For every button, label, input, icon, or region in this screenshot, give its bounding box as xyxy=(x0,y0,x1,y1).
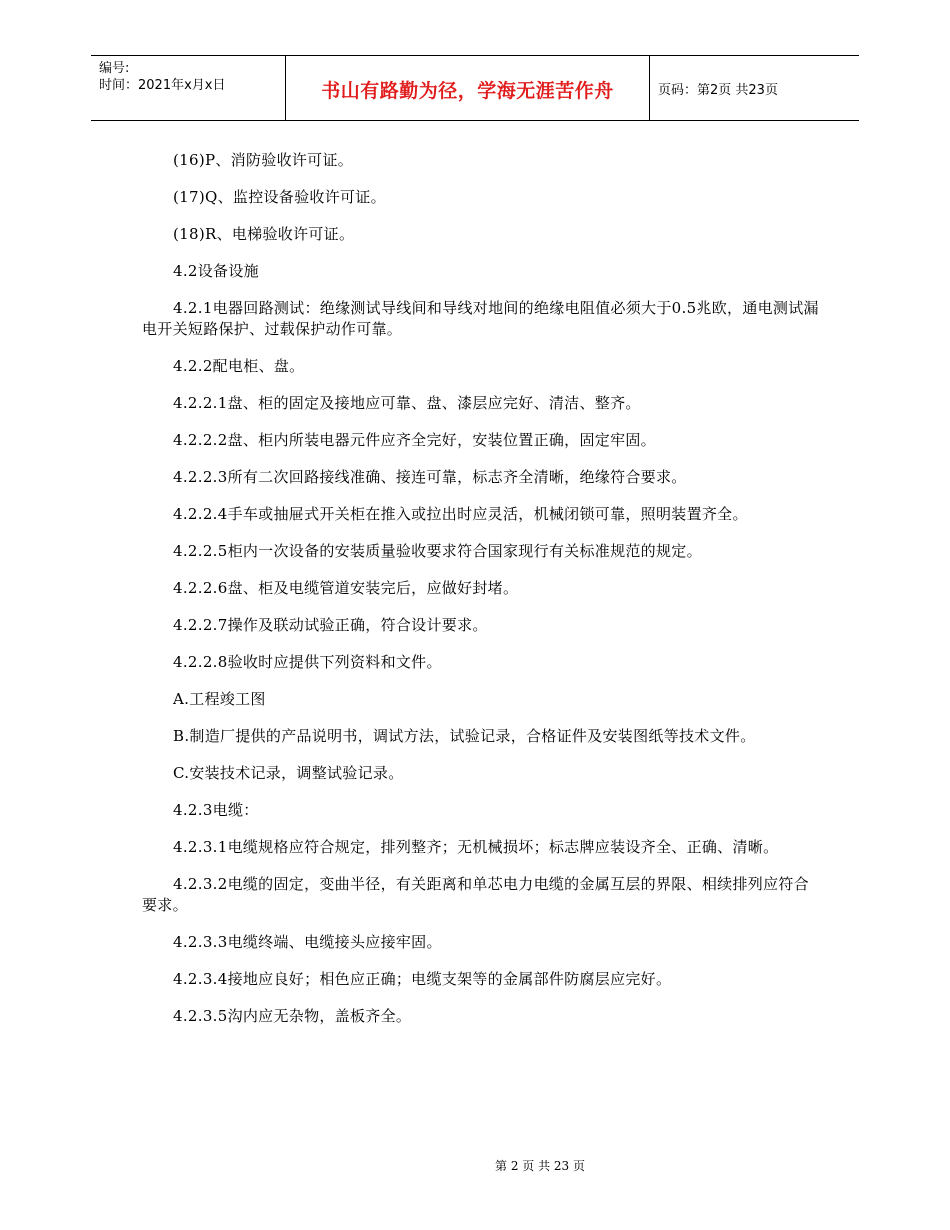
paragraph-4-2-3-3: 4.2.3.3电缆终端、电缆接头应接牢固。 xyxy=(173,933,442,951)
header-meta xyxy=(99,60,289,94)
paragraph-16: (16)P、消防验收许可证。 xyxy=(173,151,354,169)
paragraph-18: (18)R、电梯验收许可证。 xyxy=(173,225,355,243)
paragraph-4-2-2-6: 4.2.2.6盘、柜及电缆管道安装完后，应做好封堵。 xyxy=(173,579,519,597)
paragraph-4-2-2-7: 4.2.2.7操作及联动试验正确，符合设计要求。 xyxy=(173,616,488,634)
paragraph-4-2-3: 4.2.3电缆： xyxy=(173,801,259,819)
list-item-c: C.安装技术记录，调整试验记录。 xyxy=(173,764,404,782)
paragraph-17: (17)Q、监控设备验收许可证。 xyxy=(173,188,386,206)
paragraph-4-2-2-3: 4.2.2.3所有二次回路接线准确、接连可靠，标志齐全清晰，绝缘符合要求。 xyxy=(173,468,687,486)
paragraph-4-2-3-5: 4.2.3.5沟内应无杂物，盖板齐全。 xyxy=(173,1007,412,1025)
paragraph-4-2-2-4: 4.2.2.4手车或抽屉式开关柜在推入或拉出时应灵活，机械闭锁可靠，照明装置齐全。 xyxy=(173,505,748,523)
paragraph-4-2-3-2: 4.2.3.2电缆的固定，变曲半径，有关距离和单芯电力电缆的金属互层的界限、相续排列应符合要求。 xyxy=(142,875,809,914)
header-divider-right xyxy=(649,56,650,120)
paragraph-4-2-3-4: 4.2.3.4接地应良好；相色应正确；电缆支架等的金属部件防腐层应完好。 xyxy=(173,970,672,988)
paragraph-4-2-2-8: 4.2.2.8验收时应提供下列资料和文件。 xyxy=(173,653,442,671)
section-heading-4-2: 4.2设备设施 xyxy=(173,262,259,280)
page-footer: 第 2 页 共 23 页 xyxy=(495,1159,585,1173)
document-number-label: 编号: xyxy=(99,61,130,76)
paragraph-4-2-2-1: 4.2.2.1盘、柜的固定及接地应可靠、盘、漆层应完好、清洁、整齐。 xyxy=(173,394,641,412)
list-item-b: B.制造厂提供的产品说明书，调试方法，试验记录，合格证件及安装图纸等技术文件。 xyxy=(173,727,756,745)
document-time: 时间：2021年x月x日 xyxy=(99,78,226,93)
list-item-a: A.工程竣工图 xyxy=(173,690,266,708)
header-motto: 书山有路勤为径，学海无涯苦作舟 xyxy=(321,80,614,102)
document-body xyxy=(142,150,822,1043)
paragraph-4-2-3-1: 4.2.3.1电缆规格应符合规定，排列整齐；无机械损坏；标志牌应装设齐全、正确、清晰。 xyxy=(173,838,779,856)
paragraph-4-2-2-2: 4.2.2.2盘、柜内所装电器元件应齐全完好，安装位置正确，固定牢固。 xyxy=(173,431,656,449)
header-page-info: 页码：第2页 共23页 xyxy=(658,83,778,98)
paragraph-4-2-2: 4.2.2配电柜、盘。 xyxy=(173,357,305,375)
page-header xyxy=(91,55,859,121)
paragraph-4-2-1: 4.2.1电器回路测试：绝缘测试导线间和导线对地间的绝缘电阻值必须大于0.5兆欧，通电测试漏电开关短路保护、过载保护动作可靠。 xyxy=(142,299,819,338)
paragraph-4-2-2-5: 4.2.2.5柜内一次设备的安装质量验收要求符合国家现行有关标准规范的规定。 xyxy=(173,542,702,560)
